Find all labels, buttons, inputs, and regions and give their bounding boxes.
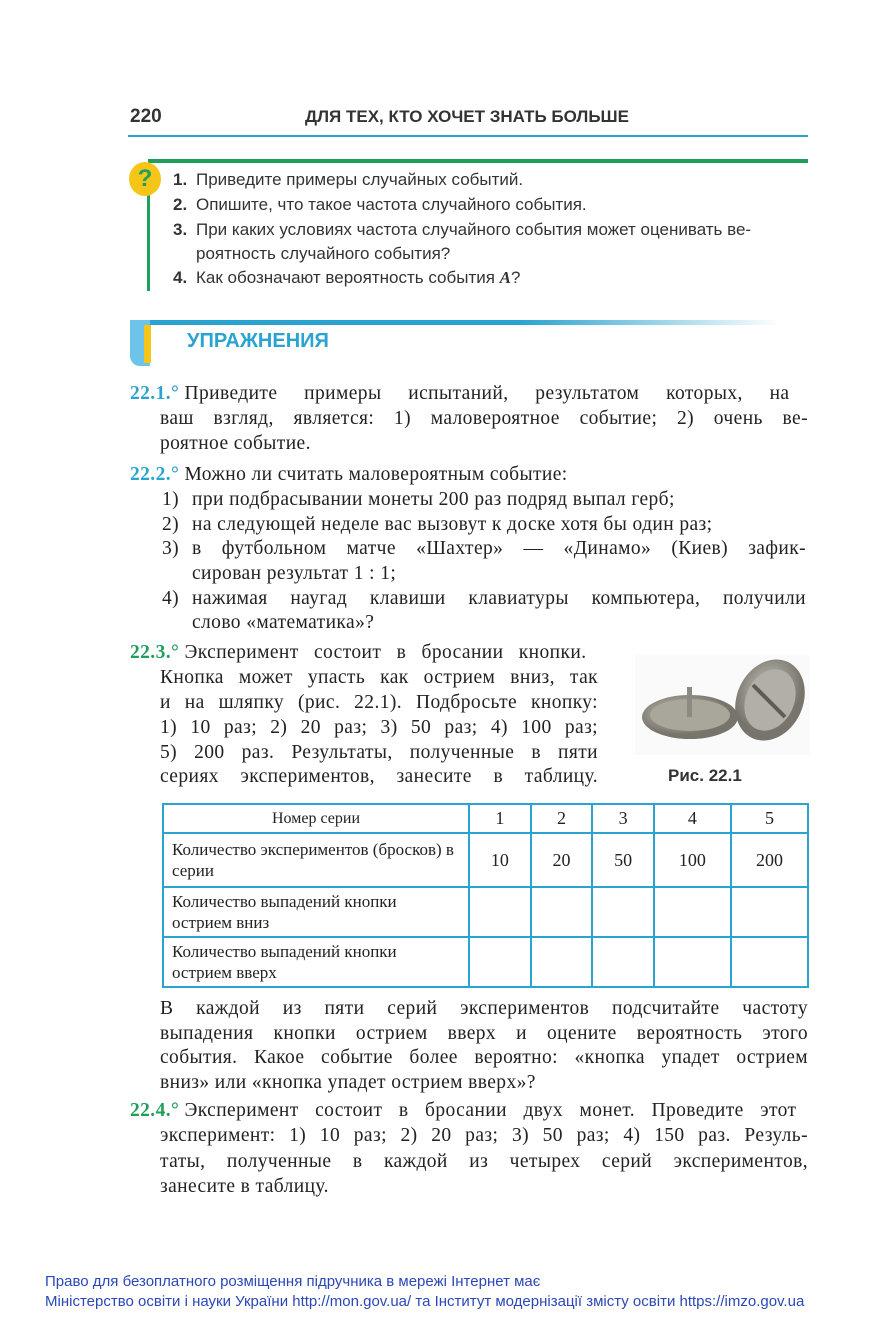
exercise-22-2-item-cont: сирован результат 1 : 1; <box>192 563 397 584</box>
page-number: 220 <box>130 106 162 127</box>
table-cell <box>731 937 808 987</box>
exercise-22-2-item: 2) на следующей неделе вас вызовут к доске хотя бы один раз; <box>162 514 713 535</box>
table-cell: 20 <box>531 833 593 887</box>
table-cell <box>531 937 593 987</box>
table-cell <box>592 937 654 987</box>
exercise-22-2-item-cont: слово «математика»? <box>192 612 375 633</box>
exercise-22-3-line: Кнопка может упасть как острием вниз, так <box>160 667 598 688</box>
table-cell <box>469 937 531 987</box>
table-header-cell: 1 <box>469 804 531 833</box>
table-cell: 100 <box>654 833 731 887</box>
question-2: 2. Опишите, что такое частота случайного события. <box>173 195 587 214</box>
exercises-title: УПРАЖНЕНИЯ <box>187 330 329 352</box>
table-cell <box>654 887 731 937</box>
table-row <box>163 887 808 937</box>
exercise-22-4-line: таты, полученные в каждой из четырех серий экспериментов, <box>160 1151 808 1172</box>
exercise-22-4-line: эксперимент: 1) 10 раз; 2) 20 раз; 3) 50 раз; 4) 150 раз. Резуль- <box>160 1125 808 1146</box>
table-cell <box>731 887 808 937</box>
table-cell <box>469 887 531 937</box>
question-icon: ? <box>129 162 161 196</box>
exercise-22-2-item: 4) нажимая наугад клавиши клавиатуры компьютера, получили <box>162 588 806 609</box>
questions-top-bar <box>148 159 808 163</box>
exercise-22-3-line: сериях экспериментов, занесите в таблицу. <box>160 766 598 787</box>
exercise-22-4-line: занесите в таблицу. <box>160 1176 329 1197</box>
table-header-cell: 3 <box>592 804 654 833</box>
thumbtacks-image <box>635 655 810 755</box>
question-1: 1. Приведите примеры случайных событий. <box>173 170 524 189</box>
table-header-row <box>163 804 808 833</box>
exercises-marker-yellow <box>144 325 151 363</box>
exercise-22-3-line: 1) 10 раз; 2) 20 раз; 3) 50 раз; 4) 100 раз; <box>160 717 598 738</box>
table-header-cell: 4 <box>654 804 731 833</box>
figure-caption: Рис. 22.1 <box>668 766 742 785</box>
exercise-22-3-after-line: события. Какое событие более вероятно: «кнопка упадет острием <box>160 1047 808 1068</box>
exercise-22-2-item: 3) в футбольном матче «Шахтер» — «Динамо» (Киев) зафик- <box>162 538 806 559</box>
question-3-cont: роятность случайного события? <box>196 244 451 263</box>
table-row <box>163 937 808 987</box>
exercise-22-3-line: 22.3.° Эксперимент состоит в бросании кнопки. <box>130 642 587 663</box>
exercise-22-2-intro: 22.2.° Можно ли считать маловероятным событие: <box>130 464 568 485</box>
table-cell <box>654 937 731 987</box>
exercise-22-1-line: роятное событие. <box>160 433 311 454</box>
exercise-22-2-item: 1) при подбрасывании монеты 200 раз подряд выпал герб; <box>162 489 675 510</box>
table-cell: 10 <box>469 833 531 887</box>
footer-rights-line: Міністерство освіти і науки України http://mon.gov.ua/ та Інститут модернізації змісту освіти https://imzo.gov.ua <box>45 1293 805 1310</box>
exercise-22-1-line: 22.1.° Приведите примеры испытаний, результатом которых, на <box>130 383 790 404</box>
table-header-cell: Номер серии <box>163 804 469 833</box>
exercise-22-1-line: ваш взгляд, является: 1) маловероятное событие; 2) очень ве- <box>160 408 808 429</box>
exercise-22-3-after-line: В каждой из пяти серий экспериментов подсчитайте частоту <box>160 998 808 1019</box>
table-cell <box>531 887 593 937</box>
table-cell: 200 <box>731 833 808 887</box>
exercise-22-3-after-line: выпадения кнопки острием вверх и оцените вероятность этого <box>160 1023 808 1044</box>
header-divider <box>128 135 808 137</box>
question-4: 4. Как обозначают вероятность события A? <box>173 268 521 287</box>
table-row <box>163 833 808 887</box>
page-header-title: ДЛЯ ТЕХ, КТО ХОЧЕТ ЗНАТЬ БОЛЬШЕ <box>305 107 629 126</box>
table-header-cell: 2 <box>531 804 593 833</box>
exercises-bar <box>130 320 780 325</box>
table-cell <box>592 887 654 937</box>
question-3: 3. При каких условиях частота случайного события может оценивать ве- <box>173 220 752 239</box>
exercise-22-4-line: 22.4.° Эксперимент состоит в бросании двух монет. Проведите этот <box>130 1100 797 1121</box>
table-row-label: Количество выпадений кнопки острием вниз <box>163 887 469 937</box>
exercise-22-3-after-line: вниз» или «кнопка упадет острием вверх»? <box>160 1072 536 1093</box>
exercise-22-3-line: 5) 200 раз. Результаты, полученные в пяти <box>160 742 598 763</box>
table-cell: 50 <box>592 833 654 887</box>
exercise-22-3-line: и на шляпку (рис. 22.1). Подбросьте кнопку: <box>160 692 598 713</box>
table-row-label: Количество экспериментов (бросков) в серии <box>163 833 469 887</box>
footer-rights-line: Право для безоплатного розміщення підручника в мережі Інтернет має <box>45 1273 541 1290</box>
results-table <box>162 803 809 988</box>
table-row-label: Количество выпадений кнопки острием вверх <box>163 937 469 987</box>
table-header-cell: 5 <box>731 804 808 833</box>
